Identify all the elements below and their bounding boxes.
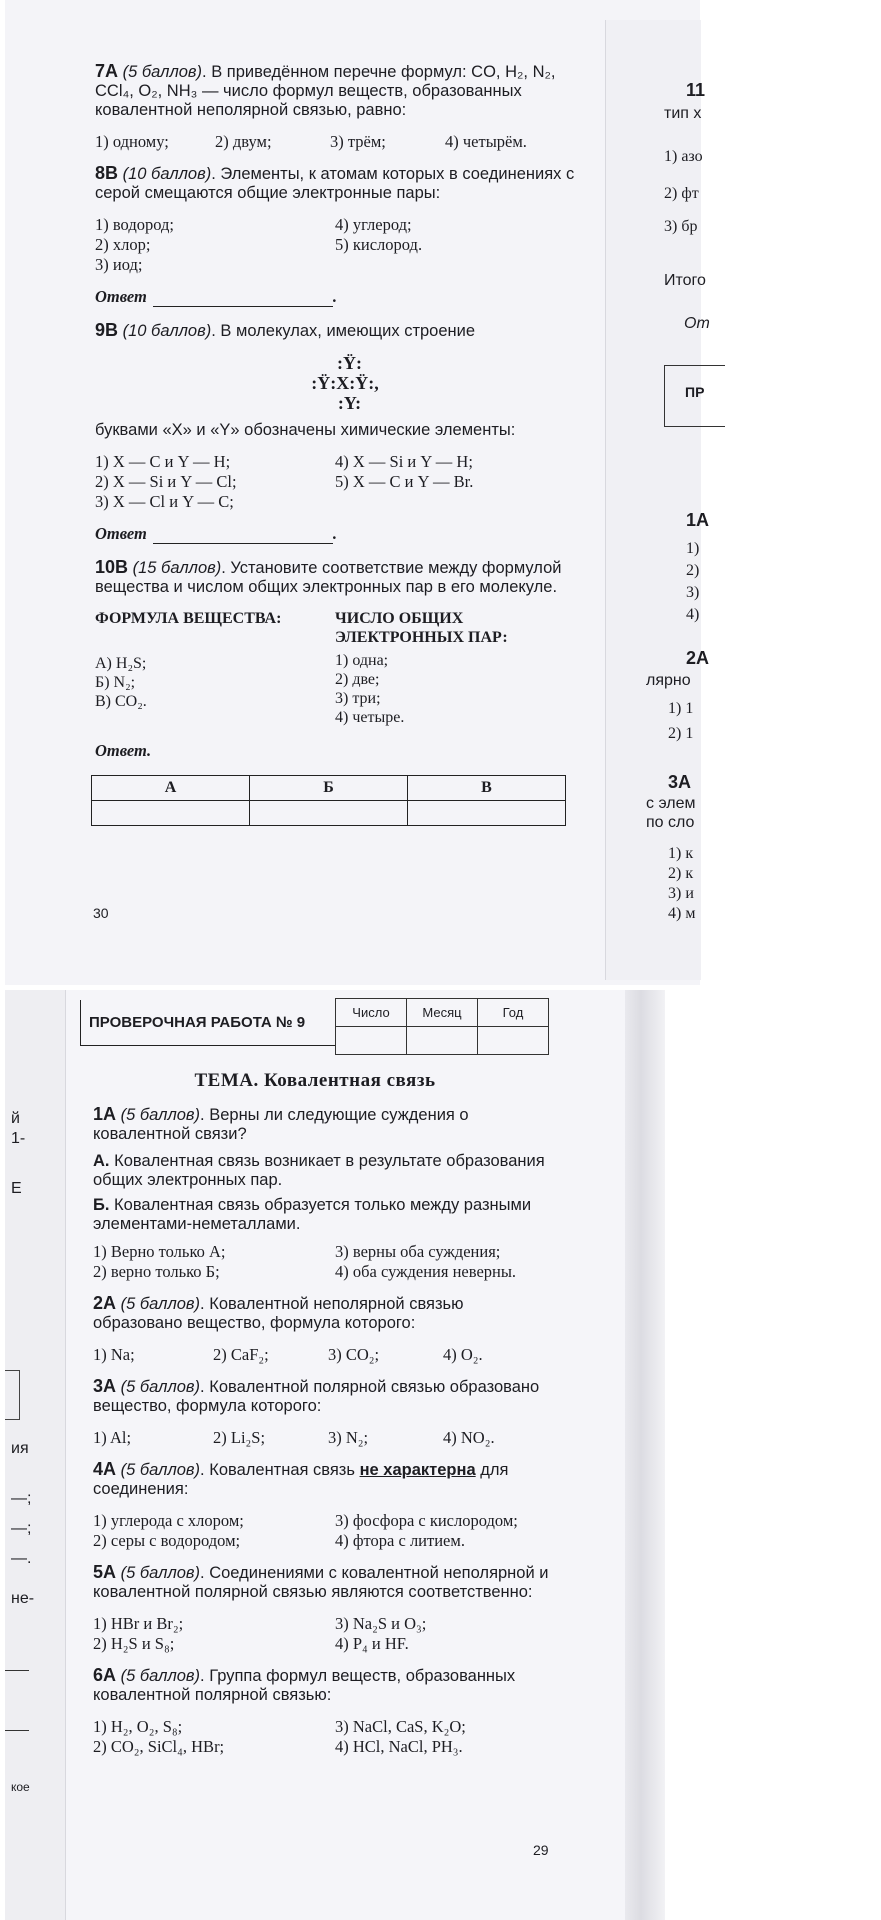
option: 1) водород; [95,215,174,234]
option: 3) трём; [330,132,386,151]
strip-text: 3А [668,772,692,792]
option: 1) H₂, O₂, S₈; [93,1717,183,1736]
strip-text: Е [11,1180,22,1197]
strip-text: 2) фт [664,185,699,202]
count-item: 3) три; [335,690,381,707]
option: 1) Al; [93,1428,132,1447]
question-number: 1A [93,1104,117,1124]
strip-text: кое [11,1780,30,1794]
count-item: 4) четыре. [335,709,405,726]
question-text: для соединения: [93,1461,509,1498]
question-10b [95,558,595,597]
question-points: (5 баллов) [120,1295,201,1313]
option: 2) верно только Б; [93,1262,220,1281]
question-points: (5 баллов) [120,1378,201,1396]
answer-label: Ответ [95,287,147,306]
option: 4) оба суждения неверны. [335,1262,517,1281]
option: 4) X — Si и Y — H; [335,452,473,471]
option: 1) углерода с хлором; [93,1511,244,1530]
statement-text: Ковалентная связь возникает в результате образования общих электронных пар. [93,1152,545,1189]
adjacent-page-strip [605,20,710,980]
option: 3) X — Cl и Y — C; [95,492,234,511]
option: 2) Li₂S; [213,1428,266,1447]
question-7a [95,62,595,120]
question-6a-options [93,1717,553,1757]
statement-b [93,1196,553,1234]
strip-text: 1) 1 [668,700,694,717]
answer-cell-b[interactable] [250,801,408,826]
question-points: (5 баллов) [120,1461,201,1479]
answer-table-header: В [408,776,566,801]
question-number: 9B [95,320,119,340]
work-title: ПРОВЕРОЧНАЯ РАБОТА № 9 [89,1014,306,1031]
answer-table-header: А [92,776,250,801]
page-number: 29 [533,1842,549,1858]
date-header-year: Год [478,999,549,1027]
count-item: 2) две; [335,671,380,688]
answer-line-8b[interactable]: Ответ . [95,287,337,306]
answer-table-header: Б [250,776,408,801]
question-text: . Ковалентная связь [200,1461,360,1479]
date-table [335,998,549,1055]
question-3a [93,1377,553,1416]
strip-text: ПР [685,384,705,400]
option: 1) HBr и Br₂; [93,1614,184,1633]
date-cell-day[interactable] [336,1027,407,1055]
option: 2) CaF₂; [213,1345,269,1364]
formula-item: В) CO₂. [95,693,147,710]
question-number: 8B [95,163,119,183]
question-1a-options [93,1242,553,1282]
question-7a-options [95,132,595,152]
strip-text: От [684,315,710,332]
question-points: (10 баллов) [122,165,212,183]
question-8b-options [95,215,595,275]
strip-text: 2) к [668,865,694,882]
strip-text: й [11,1110,20,1127]
question-points: (10 баллов) [122,322,212,340]
option: 2) двум; [215,132,272,151]
answer-line-9b[interactable]: Ответ . [95,524,337,543]
page-30 [5,0,710,985]
option: 3) Na₂S и O₃; [335,1614,427,1633]
formula-header: ФОРМУЛА ВЕЩЕСТВА: [95,610,282,627]
strip-text: —. [11,1550,32,1567]
count-header: ЧИСЛО ОБЩИХ ЭЛЕКТРОННЫХ ПАР: [335,610,508,646]
question-text: . Ковалентной полярной связью образовано вещество, формула которого: [93,1378,540,1415]
option: 1) одному; [95,132,169,151]
question-5a-options [93,1614,553,1654]
question-text: . Верны ли следующие суждения о ковалентной связи? [93,1106,469,1143]
option: 4) HCl, NaCl, PH₃. [335,1737,463,1756]
option: 4) P₄ и HF. [335,1634,409,1653]
strip-text: лярно [646,672,691,689]
page-29 [5,990,665,1920]
answer-label-10b: Ответ. [95,741,152,760]
page-number: 30 [93,905,109,921]
option: 1) X — C и Y — H; [95,452,231,471]
adjacent-page-strip-left [5,990,66,1920]
option: 3) N₂; [328,1428,369,1447]
date-header-day: Число [336,999,407,1027]
answer-label: Ответ [95,524,147,543]
strip-text: —; [11,1520,32,1537]
question-number: 10B [95,557,129,577]
question-text: . В молекулах, имеющих строение [211,322,476,340]
strip-text: не- [11,1590,35,1607]
option: 3) фосфора с кислородом; [335,1511,518,1530]
question-points: (5 баллов) [120,1667,201,1685]
question-points: (15 баллов) [132,559,222,577]
question-9b [95,321,595,341]
question-text: . Группа формул веществ, образованных ковалентной полярной связью: [93,1667,516,1704]
statement-a [93,1152,553,1190]
question-4a [93,1460,553,1499]
question-number: 6A [93,1665,117,1685]
option: 2) X — Si и Y — Cl; [95,472,237,491]
question-text: . Ковалентной неполярной связью образовано вещество, формула которого: [93,1295,464,1332]
question-text: . Установите соответствие между формулой вещества и числом общих электронных пар в его молекуле. [95,559,562,596]
strip-text: ия [11,1440,29,1457]
question-8b [95,164,595,203]
strip-text: по сло [646,814,695,831]
strip-text: 3) [686,584,700,601]
option: 2) CO₂, SiCl₄, HBr; [93,1737,225,1756]
option: 3) иод; [95,255,143,274]
option: 2) серы с водородом; [93,1531,241,1550]
formula-item: А) H₂S; [95,655,147,672]
question-9b-options [95,452,595,512]
theme-title: ТЕМА. Ковалентная связь [194,1070,436,1091]
question-number: 2A [93,1293,117,1313]
strip-text: 1А [686,510,710,530]
question-points: (5 баллов) [122,63,203,81]
strip-text: 4) м [668,905,696,922]
strip-text: 2А [686,648,710,668]
option: 3) NaCl, CaS, K₂O; [335,1717,466,1736]
strip-text: тип х [664,105,702,122]
question-4a-options [93,1511,553,1551]
option: 4) фтора с литием. [335,1531,465,1550]
strip-text: 1- [11,1130,26,1147]
option: 1) Na; [93,1345,135,1364]
matching-block [95,609,595,727]
date-cell-month[interactable] [407,1027,478,1055]
option: 5) кислород. [335,235,423,254]
strip-text: 11 [686,80,706,100]
strip-text: —; [11,1490,32,1507]
question-1a [93,1105,553,1144]
strip-box [664,365,725,427]
question-number: 4A [93,1459,117,1479]
strip-text: 4) [686,606,700,623]
option: 3) верны оба суждения; [335,1242,501,1261]
strip-text: 1) азо [664,148,703,165]
emphasis-text: не характерна [359,1461,476,1479]
question-points: (5 баллов) [120,1564,201,1582]
formula-item: Б) N₂; [95,674,136,691]
option: 3) CO₂; [328,1345,380,1364]
answer-table [91,775,566,826]
question-3a-options [93,1428,553,1448]
question-2a [93,1294,553,1333]
strip-text: Итого [664,272,706,289]
date-header-month: Месяц [407,999,478,1027]
question-number: 5A [93,1562,117,1582]
statement-label: Б. [93,1196,110,1214]
question-6a [93,1666,553,1705]
page-29-content [93,1105,553,1769]
option: 4) углерод; [335,215,412,234]
count-item: 1) одна; [335,652,389,669]
option: 2) хлор; [95,235,151,254]
answer-cell-v[interactable] [408,801,566,826]
date-cell-year[interactable] [478,1027,549,1055]
question-text: . В приведённом перечне формул: CO, H₂, N₂, CCl₄, O₂, NH₃ — число формул веществ, образованных ковалентной неполярной связью, равно: [95,63,556,119]
question-number: 7A [95,61,119,81]
option: 4) O₂. [443,1345,483,1364]
strip-text: 3) и [668,885,694,902]
page-30-content [95,62,595,826]
page-edges [625,990,665,1920]
question-2a-options [93,1345,553,1365]
question-9b-text2: буквами «X» и «Y» обозначены химические элементы: [95,421,516,439]
option: 4) NO₂. [443,1428,495,1447]
question-text: . Соединениями с ковалентной неполярной и ковалентной полярной связью являются соответственно: [93,1564,549,1601]
statement-text: Ковалентная связь образуется только между разными элементами-неметаллами. [93,1196,532,1233]
work-title-box [80,1000,336,1046]
question-5a [93,1563,553,1602]
strip-text: с элем [646,795,696,812]
strip-box [5,1370,20,1420]
strip-text: 1) к [668,845,694,862]
strip-text: 2) 1 [668,725,694,742]
option: 5) X — C и Y — Br. [335,472,474,491]
option: 4) четырём. [445,132,527,151]
strip-text: 1) [686,540,700,557]
question-points: (5 баллов) [120,1106,201,1124]
question-number: 3A [93,1376,117,1396]
strip-text: 3) бр [664,218,698,235]
option: 2) H₂S и S₈; [93,1634,175,1653]
answer-cell-a[interactable] [92,801,250,826]
question-text: . Элементы, к атомам которых в соединениях с серой смещаются общие электронные пары: [95,165,575,202]
option: 1) Верно только А; [93,1242,226,1261]
strip-text: 2) [686,562,700,579]
molecule-structure: :Ÿ: :Ÿ:X:Ÿ:, :Y: [311,353,379,413]
statement-label: А. [93,1152,110,1170]
